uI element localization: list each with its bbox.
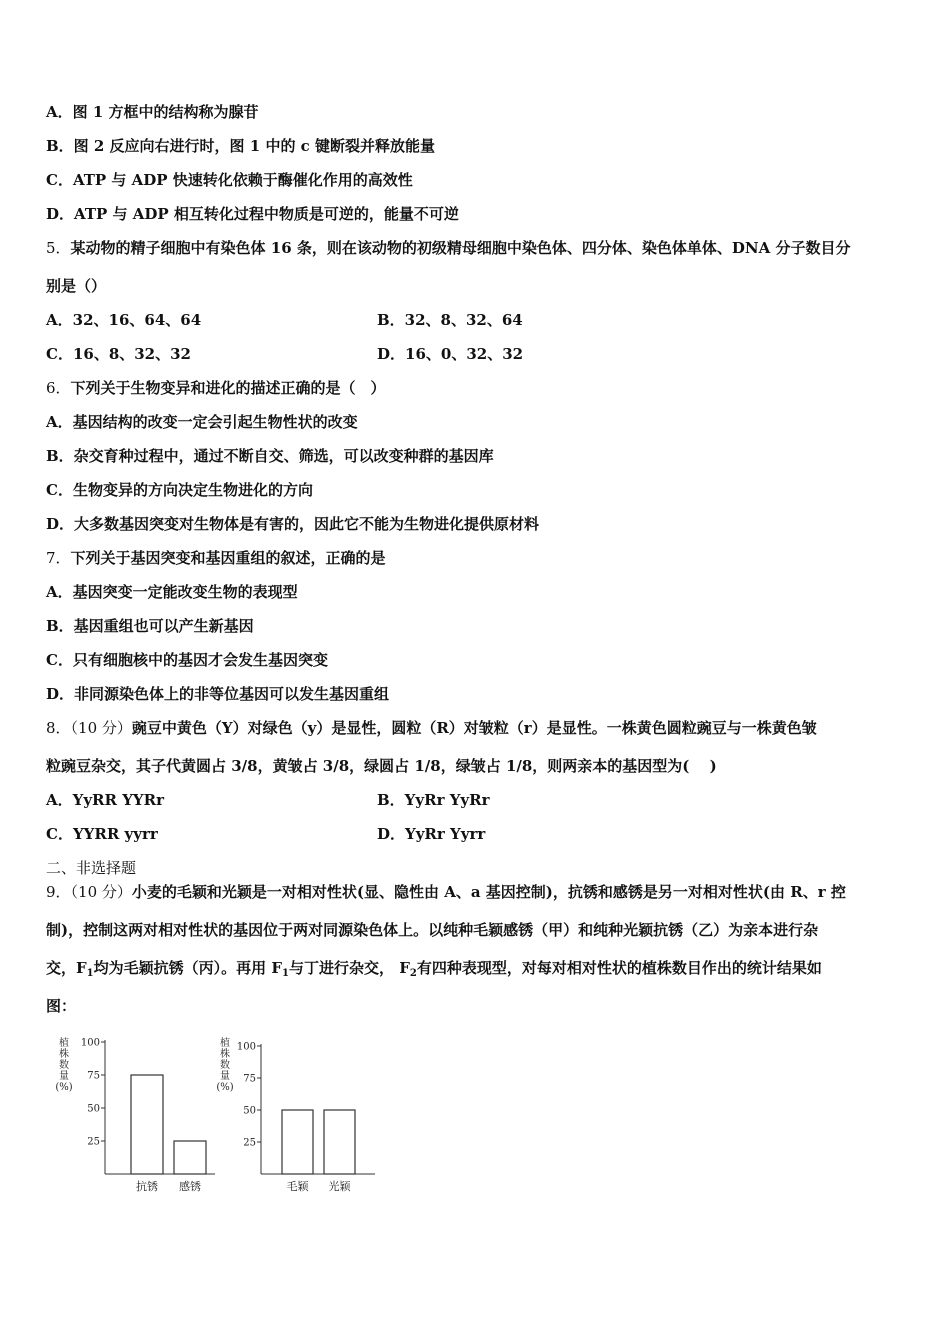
q9-stem-line1: 9．（10 分）小麦的毛颖和光颖是一对相对性状(显、隐性由 A、a 基因控制)，抗锈和感锈是另一对相对性状(由 R、r 控 [46,883,846,901]
q6-option-c: C．生物变异的方向决定生物进化的方向 [46,481,313,499]
chart-1-container [55,1030,225,1204]
q7-option-c: C．只有细胞核中的基因才会发生基因突变 [46,651,328,669]
chart1-category-label-1: 感锈 [179,1180,201,1193]
q5-stem-line1: 5．某动物的精子细胞中有染色体 16 条，则在该动物的初级精母细胞中染色体、四分体、染色体单体、DNA 分子数目分 [46,239,851,257]
section-heading: 二、非选择题 [46,859,137,877]
chart1-ylabel-2: 数 [59,1060,69,1071]
q8-option-c: C．YYRR yyrr [46,825,158,843]
chart2-ylabel-1: 株 [220,1049,230,1060]
chart2-ytick-label-2: 50 [243,1105,256,1117]
q4-option-c: C．ATP 与 ADP 快速转化依赖于酶催化作用的高效性 [46,171,413,189]
chart1-ytick-label-1: 75 [87,1070,100,1082]
chart2-ylabel-2: 数 [220,1060,230,1071]
chart2-ylabel-0: 植 [220,1038,230,1049]
q6-number: 6． [46,379,71,397]
chart1-ytick-label-2: 50 [87,1103,100,1115]
q7-number: 7． [46,549,71,567]
q9-stem-line4: 图： [46,997,77,1015]
q6-stem: 6．下列关于生物变异和进化的描述正确的是（ ） [46,379,386,397]
q4-option-d: D．ATP 与 ADP 相互转化过程中物质是可逆的，能量不可逆 [46,205,459,223]
q5-option-b: B．32、8、32、64 [377,311,523,329]
q8-option-d: D．YyRr Yyrr [377,825,486,843]
chart-resistance [55,1030,225,1200]
chart1-ylabel-1: 株 [59,1049,69,1060]
chart2-category-label-0: 毛颖 [286,1180,309,1193]
chart2-ytick-label-1: 75 [243,1073,256,1085]
chart1-bar-1 [174,1141,206,1174]
chart1-ylabel-0: 植 [59,1038,69,1049]
chart1-category-label-0: 抗锈 [136,1180,158,1193]
q6-option-a: A．基因结构的改变一定会引起生物性状的改变 [46,413,358,431]
q8-option-b: B．YyRr YyRr [377,791,490,809]
q5-option-a: A．32、16、64、64 [46,311,202,329]
q5-option-d: D．16、0、32、32 [377,345,524,363]
q5-option-c: C．16、8、32、32 [46,345,191,363]
chart2-ylabel-4: (%) [216,1082,234,1093]
q8-stem-line2: 粒豌豆杂交，其子代黄圆占 3/8，黄皱占 3/8，绿圆占 1/8，绿皱占 1/8，则两亲本的基因型为( ) [46,757,717,775]
chart1-ytick-label-3: 25 [87,1136,100,1148]
chart2-ylabel-3: 量 [220,1071,230,1082]
q8-stem-line1: 8．（10 分）豌豆中黄色（Y）对绿色（y）是显性，圆粒（R）对皱粒（r）是显性。一株黄色圆粒豌豆与一株黄色皱 [46,719,817,737]
chart2-category-label-1: 光颖 [328,1180,351,1193]
q9-stem-line2: 制)，控制这两对相对性状的基因位于两对同源染色体上。以纯种毛颖感锈（甲）和纯种光颖抗锈（乙）为亲本进行杂 [46,921,819,939]
q9-stem-line3: 交，$F_1$均为毛颖抗锈（丙）。再用 $F_1$与丁进行杂交， $F_2$有四种表现型，对每对相对性状的植株数目作出的统计结果如 [46,959,822,979]
chart2-ytick-label-0: 100 [236,1041,256,1053]
chart-glume [215,1030,385,1200]
q7-option-d: D．非同源染色体上的非等位基因可以发生基因重组 [46,685,390,703]
q4-option-a: A．图 1 方框中的结构称为腺苷 [46,103,259,121]
q7-option-a: A．基因突变一定能改变生物的表现型 [46,583,298,601]
q9-number: 9．（10 分） [46,883,132,901]
chart1-ylabel-3: 量 [59,1071,69,1082]
chart-2-container [215,1030,385,1204]
chart1-bar-0 [131,1075,163,1174]
chart1-ytick-label-0: 100 [80,1037,100,1049]
chart1-ylabel-4: (%) [55,1082,73,1093]
q6-option-d: D．大多数基因突变对生物体是有害的，因此它不能为生物进化提供原材料 [46,515,540,533]
q5-stem-line2: 别是（） [46,277,107,295]
q5-number: 5． [46,239,71,257]
chart2-bar-0 [282,1110,313,1174]
q8-option-a: A．YyRR YYRr [46,791,165,809]
q4-option-b: B．图 2 反应向右进行时，图 1 中的 c 键断裂并释放能量 [46,137,436,155]
q7-stem: 7．下列关于基因突变和基因重组的叙述，正确的是 [46,549,386,567]
chart2-bar-1 [324,1110,355,1174]
q7-option-b: B．基因重组也可以产生新基因 [46,617,254,635]
q8-number: 8．（10 分） [46,719,132,737]
chart2-ytick-label-3: 25 [243,1137,256,1149]
q6-option-b: B．杂交育种过程中，通过不断自交、筛选，可以改变种群的基因库 [46,447,494,465]
